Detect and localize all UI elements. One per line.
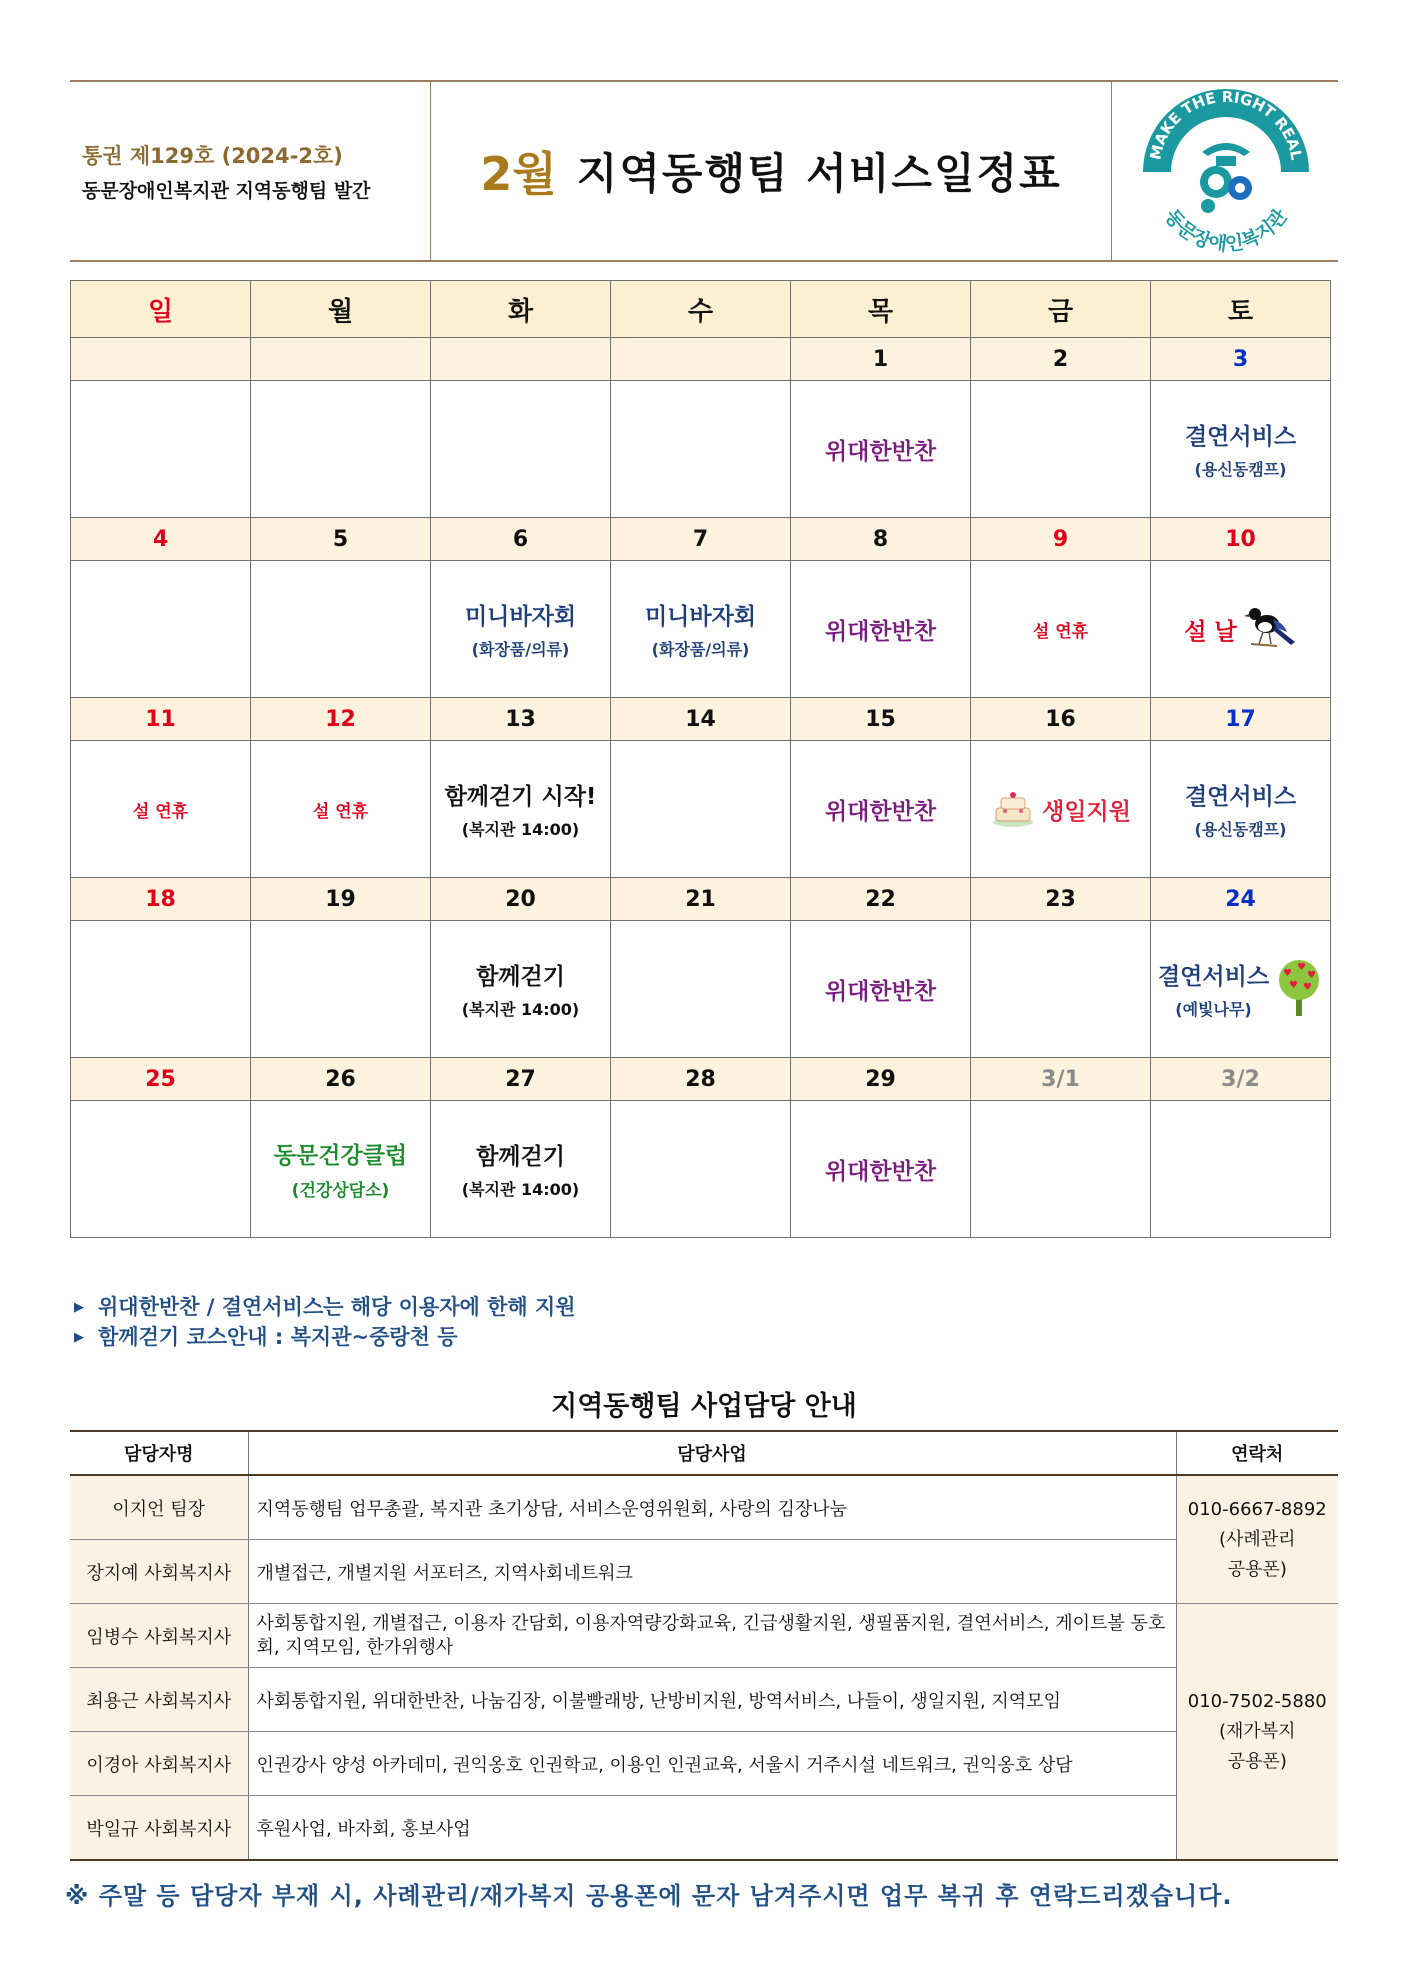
event-row <box>71 1101 1331 1238</box>
phone-number[interactable]: 010-6667-8892 <box>1187 1498 1327 1520</box>
title-block <box>431 82 1112 260</box>
newsletter-header <box>70 80 1338 262</box>
date-number: 3 <box>1151 338 1331 381</box>
day-cell <box>971 741 1151 878</box>
date-number <box>611 338 791 381</box>
day-cell <box>251 921 431 1058</box>
day-cell <box>431 741 611 878</box>
note-text: 위대한반찬 / 결연서비스는 해당 이용자에 한해 지원 <box>98 1295 576 1319</box>
event-subtitle: (화장품/의류) <box>651 640 750 659</box>
staff-duties: 후원사업, 바자회, 홍보사업 <box>248 1796 1176 1861</box>
table-row <box>70 1540 1338 1604</box>
event-row <box>71 921 1331 1058</box>
phone-desc: 공용폰) <box>1227 1558 1287 1580</box>
day-cell <box>71 921 251 1058</box>
triangle-bullet-icon: ▶ <box>74 1300 84 1315</box>
staff-duties: 개별접근, 개별지원 서포터즈, 지역사회네트워크 <box>248 1540 1176 1604</box>
calendar-event <box>251 797 430 822</box>
svg-text:동문장애인복지관: 동문장애인복지관 <box>1160 205 1292 256</box>
svg-text:♥: ♥ <box>1303 982 1313 993</box>
date-number: 12 <box>251 698 431 741</box>
month-label: 2월 <box>480 147 557 201</box>
day-cell <box>431 561 611 698</box>
event-title: 결연서비스 <box>1184 424 1297 450</box>
date-number: 4 <box>71 518 251 561</box>
event-title: 설 연휴 <box>1032 621 1089 642</box>
svg-text:♥: ♥ <box>1307 970 1317 981</box>
staff-name: 임병수 사회복지사 <box>70 1604 248 1668</box>
svg-text:♥: ♥ <box>1289 980 1299 991</box>
date-number: 21 <box>611 878 791 921</box>
day-cell <box>71 1101 251 1238</box>
date-number: 29 <box>791 1058 971 1101</box>
event-title: 위대한반찬 <box>824 1158 937 1185</box>
event-title: 결연서비스 <box>1184 784 1297 810</box>
event-title: 함께걷기 <box>476 1144 565 1170</box>
day-cell <box>251 1101 431 1238</box>
event-subtitle: (복지관 14:00) <box>461 1000 580 1019</box>
logo <box>1112 82 1338 260</box>
calendar-event <box>791 613 970 646</box>
magpie-icon <box>1243 598 1297 660</box>
note-text: 함께걷기 코스안내 : 복지관~중랑천 등 <box>98 1325 458 1349</box>
event-subtitle: (건강상담소) <box>291 1181 390 1201</box>
table-row <box>70 1668 1338 1732</box>
day-cell <box>791 381 971 518</box>
calendar-event <box>791 973 970 1006</box>
day-cell <box>971 381 1151 518</box>
date-number: 13 <box>431 698 611 741</box>
date-number: 1 <box>791 338 971 381</box>
day-cell <box>971 1101 1151 1238</box>
calendar-event <box>791 793 970 826</box>
heart-tree-icon <box>1275 956 1323 1022</box>
event-title: 생일지원 <box>1042 798 1131 825</box>
event-title-row <box>990 786 1131 832</box>
weekday-header: 목 <box>791 281 971 338</box>
svg-text:♥: ♥ <box>1283 968 1293 979</box>
phone-number[interactable]: 010-7502-5880 <box>1187 1690 1327 1712</box>
calendar-event <box>431 598 610 660</box>
event-row <box>71 741 1331 878</box>
weekday-header: 수 <box>611 281 791 338</box>
event-subtitle: (화장품/의류) <box>471 640 570 659</box>
event-subtitle: (복지관 14:00) <box>461 820 580 839</box>
footer-notice: ※ 주말 등 담당자 부재 시, 사례관리/재가복지 공용폰에 문자 남겨주시면 업무 복귀 후 연락드리겠습니다. <box>65 1882 1233 1910</box>
day-cell <box>611 1101 791 1238</box>
date-number: 22 <box>791 878 971 921</box>
note-item <box>70 1322 576 1352</box>
contact-cell <box>1176 1475 1338 1604</box>
event-title: 설 연휴 <box>132 801 189 822</box>
calendar-event <box>1151 778 1330 840</box>
calendar-event <box>431 778 610 840</box>
day-cell <box>1151 381 1331 518</box>
date-number: 6 <box>431 518 611 561</box>
date-number <box>431 338 611 381</box>
calendar-event <box>431 958 610 1020</box>
table-row <box>70 1796 1338 1861</box>
date-row <box>71 518 1331 561</box>
calendar-event <box>611 598 790 660</box>
svg-text:♥: ♥ <box>1297 962 1307 973</box>
event-title: 미니바자회 <box>644 604 757 630</box>
event-row <box>71 381 1331 518</box>
date-number: 26 <box>251 1058 431 1101</box>
event-row <box>71 561 1331 698</box>
event-title: 결연서비스 <box>1157 964 1270 990</box>
day-cell <box>791 1101 971 1238</box>
day-cell <box>251 381 431 518</box>
date-number: 19 <box>251 878 431 921</box>
calendar-event <box>251 1137 430 1201</box>
event-title: 위대한반찬 <box>824 978 937 1005</box>
phone-desc: (사례관리 <box>1218 1528 1296 1550</box>
day-cell <box>1151 561 1331 698</box>
day-cell <box>431 1101 611 1238</box>
phone-desc: (재가복지 <box>1218 1720 1296 1742</box>
day-cell <box>611 921 791 1058</box>
day-cell <box>611 381 791 518</box>
header-duties: 담당사업 <box>248 1431 1176 1475</box>
date-number: 5 <box>251 518 431 561</box>
staff-duties: 인권강사 양성 아카데미, 권익옹호 인권학교, 이용인 인권교육, 서울시 거주시설 네트워크, 권익옹호 상담 <box>248 1732 1176 1796</box>
publisher-line: 동문장애인복지관 지역동행팀 발간 <box>82 180 371 202</box>
day-cell <box>71 741 251 878</box>
day-cell <box>791 741 971 878</box>
staff-duties: 사회통합지원, 위대한반찬, 나눔김장, 이불빨래방, 난방비지원, 방역서비스, 나들이, 생일지원, 지역모임 <box>248 1668 1176 1732</box>
svg-text:MAKE THE RIGHT REAL: MAKE THE RIGHT REAL <box>1146 87 1306 162</box>
issue-info <box>70 82 431 260</box>
day-cell <box>611 561 791 698</box>
event-subtitle: (예빛나무) <box>1175 1000 1252 1019</box>
event-title-row <box>1184 598 1296 660</box>
table-row <box>70 1732 1338 1796</box>
event-title: 위대한반찬 <box>824 618 937 645</box>
day-cell <box>971 561 1151 698</box>
date-row <box>71 1058 1331 1101</box>
weekday-header-row <box>71 281 1331 338</box>
day-cell <box>791 561 971 698</box>
day-cell <box>431 381 611 518</box>
calendar-event <box>1151 956 1330 1022</box>
phone-desc: 공용폰) <box>1227 1750 1287 1772</box>
day-cell <box>611 741 791 878</box>
date-row <box>71 698 1331 741</box>
weekday-header: 일 <box>71 281 251 338</box>
calendar-event <box>791 433 970 466</box>
date-number: 20 <box>431 878 611 921</box>
header-name: 담당자명 <box>70 1431 248 1475</box>
staff-name: 최용근 사회복지사 <box>70 1668 248 1732</box>
weekday-header: 토 <box>1151 281 1331 338</box>
date-number: 27 <box>431 1058 611 1101</box>
date-number: 3/1 <box>971 1058 1151 1101</box>
day-cell <box>1151 741 1331 878</box>
calendar-event <box>71 797 250 822</box>
staff-section-title: 지역동행팀 사업담당 안내 <box>551 1391 857 1422</box>
date-number: 11 <box>71 698 251 741</box>
day-cell <box>251 741 431 878</box>
date-number: 23 <box>971 878 1151 921</box>
triangle-bullet-icon: ▶ <box>74 1330 84 1345</box>
event-title: 설 날 <box>1184 618 1237 645</box>
staff-name: 장지예 사회복지사 <box>70 1540 248 1604</box>
staff-name: 이경아 사회복지사 <box>70 1732 248 1796</box>
date-number: 7 <box>611 518 791 561</box>
note-item <box>70 1292 576 1322</box>
event-title: 함께걷기 시작! <box>444 784 597 810</box>
staff-header-row <box>70 1431 1338 1475</box>
day-cell <box>251 561 431 698</box>
issue-number: 통권 제129호 (2024-2호) <box>82 144 343 168</box>
event-subtitle: (용신동캠프) <box>1194 820 1287 839</box>
date-number: 9 <box>971 518 1151 561</box>
table-row <box>70 1475 1338 1540</box>
event-subtitle: (용신동캠프) <box>1194 460 1287 479</box>
contact-cell <box>1176 1604 1338 1861</box>
date-number: 24 <box>1151 878 1331 921</box>
calendar-event <box>1151 418 1330 480</box>
date-number: 18 <box>71 878 251 921</box>
welfare-center-logo <box>1112 82 1338 260</box>
table-row <box>70 1604 1338 1668</box>
weekday-header: 월 <box>251 281 431 338</box>
date-number: 16 <box>971 698 1151 741</box>
staff-name: 박일규 사회복지사 <box>70 1796 248 1861</box>
day-cell <box>791 921 971 1058</box>
date-row <box>71 338 1331 381</box>
event-text-group <box>1158 958 1269 1020</box>
date-number: 25 <box>71 1058 251 1101</box>
date-number: 10 <box>1151 518 1331 561</box>
date-number: 2 <box>971 338 1151 381</box>
calendar-event <box>791 1153 970 1186</box>
day-cell <box>971 921 1151 1058</box>
date-row <box>71 878 1331 921</box>
day-cell <box>1151 921 1331 1058</box>
date-number: 15 <box>791 698 971 741</box>
day-cell <box>1151 1101 1331 1238</box>
staff-name: 이지언 팀장 <box>70 1475 248 1540</box>
calendar-event <box>431 1138 610 1200</box>
weekday-header: 금 <box>971 281 1151 338</box>
event-title: 미니바자회 <box>464 604 577 630</box>
notes <box>70 1292 576 1352</box>
staff-table <box>70 1430 1338 1861</box>
event-title: 설 연휴 <box>312 801 369 822</box>
event-title: 함께걷기 <box>476 964 565 990</box>
cake-icon <box>990 786 1036 832</box>
staff-duties: 지역동행팀 업무총괄, 복지관 초기상담, 서비스운영위원회, 사랑의 김장나눔 <box>248 1475 1176 1540</box>
date-number <box>71 338 251 381</box>
day-cell <box>71 561 251 698</box>
event-subtitle: (복지관 14:00) <box>461 1180 580 1199</box>
calendar-event <box>971 617 1150 642</box>
date-number: 17 <box>1151 698 1331 741</box>
calendar-event <box>1151 598 1330 660</box>
staff-duties: 사회통합지원, 개별접근, 이용자 간담회, 이용자역량강화교육, 긴급생활지원, 생필품지원, 결연서비스, 게이트볼 동호회, 지역모임, 한가위행사 <box>248 1604 1176 1668</box>
day-cell <box>71 381 251 518</box>
page-title: 지역동행팀 서비스일정표 <box>576 149 1062 198</box>
header-contact: 연락처 <box>1176 1431 1338 1475</box>
date-number: 3/2 <box>1151 1058 1331 1101</box>
date-number: 28 <box>611 1058 791 1101</box>
event-title-row <box>1158 956 1323 1022</box>
calendar-event <box>971 786 1150 832</box>
monthly-calendar <box>70 280 1331 1238</box>
event-title: 위대한반찬 <box>824 798 937 825</box>
weekday-header: 화 <box>431 281 611 338</box>
day-cell <box>431 921 611 1058</box>
date-number: 14 <box>611 698 791 741</box>
date-number <box>251 338 431 381</box>
event-title: 위대한반찬 <box>824 438 937 465</box>
date-number: 8 <box>791 518 971 561</box>
event-title: 동문건강클럽 <box>273 1143 408 1169</box>
